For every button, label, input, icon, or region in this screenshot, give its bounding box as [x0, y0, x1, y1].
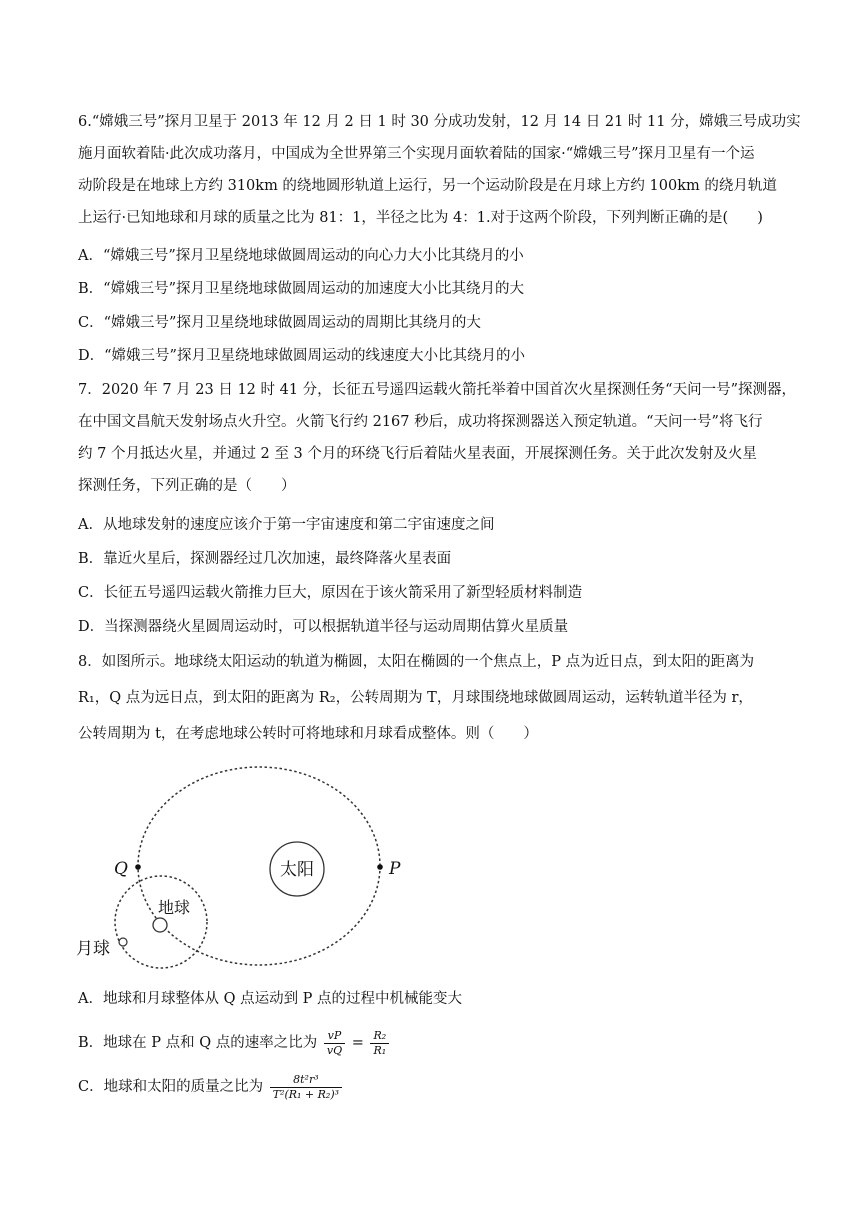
question-6 [78, 106, 801, 234]
option-c-text: C．地球和太阳的质量之比为 [78, 1079, 264, 1095]
question-6-option-a: A．“嫦娥三号”探月卫星绕地球做圆周运动的向心力大小比其绕月的小 [78, 248, 524, 264]
point-p [377, 864, 383, 870]
velocity-numerator: vP [324, 1029, 345, 1044]
earth-orbit-ellipse [138, 767, 380, 965]
question-7-line-3: 约 7 个月抵达火星，并通过 2 至 3 个月的环绕飞行后着陆火星表面，开展探测任务。关于此次发射及火星 [78, 446, 757, 462]
question-8-line-3: 公转周期为 t，在考虑地球公转时可将地球和月球看成整体。则（ ） [78, 726, 538, 742]
question-6-line-2: 施月面软着陆·此次成功落月，中国成为全世界第三个实现月面软着陆的国家·“嫦娥三号”探月卫星有一个运 [78, 146, 755, 162]
mass-numerator: 8t²r³ [270, 1073, 342, 1088]
question-8-option-a: A．地球和月球整体从 Q 点运动到 P 点的过程中机械能变大 [78, 991, 463, 1007]
option-b-text: B．地球在 P 点和 Q 点的速率之比为 [78, 1035, 318, 1051]
question-8-line-1: 8．如图所示。地球绕太阳运动的轨道为椭圆，太阳在椭圆的一个焦点上，P 点为近日点，到太阳的距离为 [78, 654, 755, 670]
question-7-option-d: D．当探测器绕火星圆周运动时，可以根据轨道半径与运动周期估算火星质量 [78, 619, 569, 635]
radius-ratio-fraction [370, 1029, 389, 1058]
equals-sign: = [351, 1035, 364, 1051]
point-p-label: P [389, 859, 401, 879]
velocity-ratio-fraction [324, 1029, 345, 1058]
question-7 [78, 374, 797, 502]
radius-denominator: R₁ [373, 1043, 387, 1057]
earth-label: 地球 [158, 898, 191, 917]
question-7-line-1: 7．2020 年 7 月 23 日 12 时 41 分，长征五号遥四运载火箭托举着中国首次火星探测任务“天问一号”探测器， [78, 382, 797, 398]
moon-label: 月球 [76, 939, 110, 959]
question-7-line-4: 探测任务，下列正确的是（ ） [78, 478, 296, 494]
question-6-line-1: 6.“嫦娥三号”探月卫星于 2013 年 12 月 2 日 1 时 30 分成功发射，12 月 14 日 21 时 11 分，嫦娥三号成功实 [78, 114, 801, 130]
question-8 [78, 646, 782, 750]
question-7-option-b: B．靠近火星后，探测器经过几次加速，最终降落火星表面 [78, 551, 452, 567]
point-q [135, 864, 141, 870]
question-7-option-a: A．从地球发射的速度应该介于第一宇宙速度和第二宇宙速度之间 [78, 517, 495, 533]
question-6-option-b: B．“嫦娥三号”探月卫星绕地球做圆周运动的加速度大小比其绕月的大 [78, 281, 524, 297]
moon-circle [119, 938, 127, 946]
question-6-option-d: D．“嫦娥三号”探月卫星绕地球做圆周运动的线速度大小比其绕月的小 [78, 348, 525, 364]
velocity-denominator: vQ [326, 1043, 343, 1057]
question-6-option-c: C．“嫦娥三号”探月卫星绕地球做圆周运动的周期比其绕月的大 [78, 315, 481, 331]
orbit-figure [76, 755, 416, 975]
question-7-line-2: 在中国文昌航天发射场点火升空。火箭飞行约 2167 秒后，成功将探测器送入预定轨道。“天问一号”将飞行 [78, 414, 763, 430]
point-q-label: Q [114, 859, 128, 879]
radius-numerator: R₂ [370, 1029, 389, 1044]
question-8-line-2: R₁，Q 点为远日点，到太阳的距离为 R₂，公转周期为 T，月球围绕地球做圆周运动，运转轨道半径为 r， [78, 690, 753, 706]
question-8-option-c [78, 1064, 344, 1110]
earth-circle [153, 918, 167, 932]
sun-label: 太阳 [280, 860, 314, 880]
mass-denominator: T²(R₁ + R₂)³ [272, 1087, 340, 1101]
question-6-line-4: 上运行·已知地球和月球的质量之比为 81：1，半径之比为 4：1.对于这两个阶段，下列判断正确的是( ) [78, 210, 763, 226]
question-7-option-c: C．长征五号遥四运载火箭推力巨大，原因在于该火箭采用了新型轻质材料制造 [78, 585, 583, 601]
question-8-option-b [78, 1020, 391, 1066]
mass-ratio-fraction [270, 1073, 342, 1102]
question-6-line-3: 动阶段是在地球上方约 310km 的绕地圆形轨道上运行，另一个运动阶段是在月球上方约 100km 的绕月轨道 [78, 178, 777, 194]
